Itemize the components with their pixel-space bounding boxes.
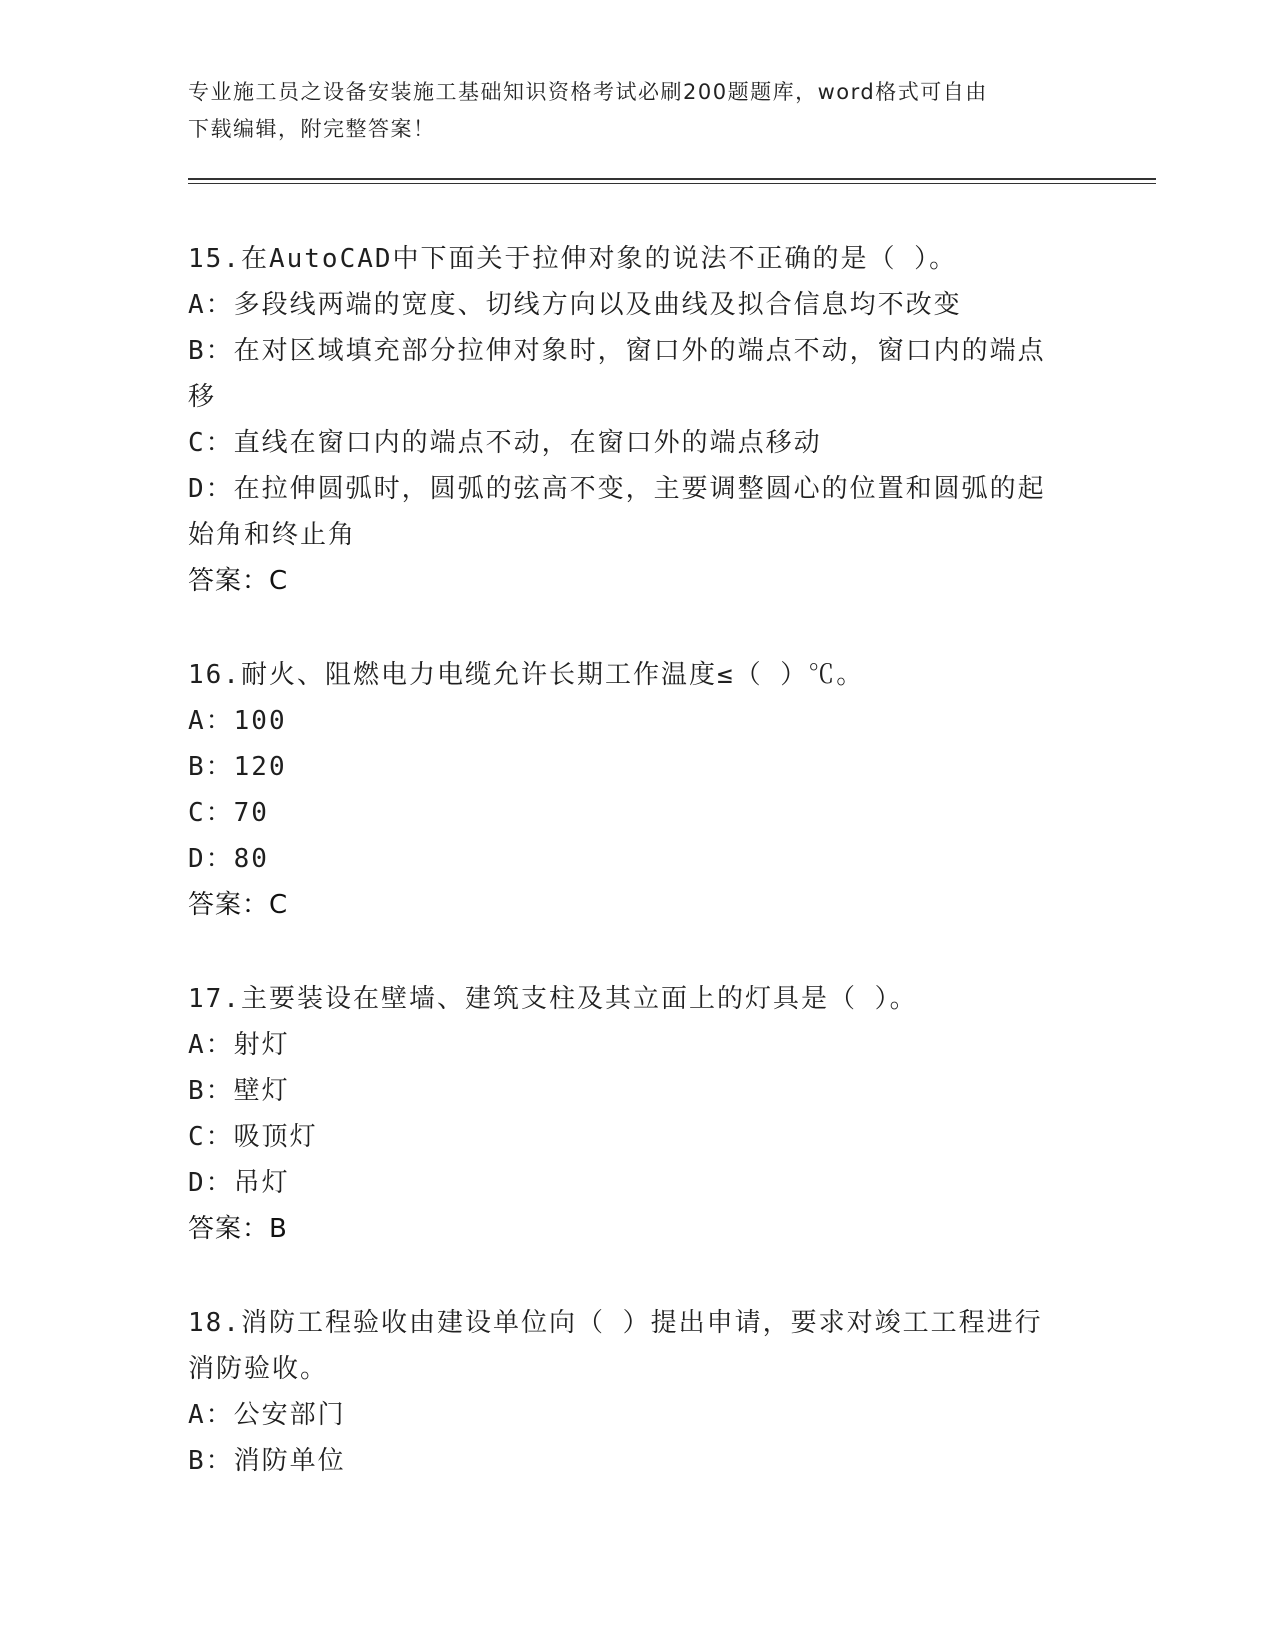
question-stem-line: 15.在AutoCAD中下面关于拉伸对象的说法不正确的是（ ）。 <box>188 244 958 274</box>
question-block <box>188 236 1088 604</box>
question-list <box>188 236 1088 1532</box>
question-stem-line: 18.消防工程验收由建设单位向（ ）提出申请，要求对竣工工程进行 <box>188 1308 1043 1338</box>
question-block <box>188 652 1088 928</box>
option-line: D：在拉伸圆弧时，圆弧的弦高不变，主要调整圆心的位置和圆弧的起 <box>188 474 1046 504</box>
answer-line: 答案：C <box>188 566 289 596</box>
question-block <box>188 976 1088 1252</box>
option-line: C：吸顶灯 <box>188 1122 318 1152</box>
header-divider-thick <box>188 178 1156 180</box>
header-title-line-2: 下载编辑，附完整答案！ <box>188 117 436 141</box>
question-stem-line: 16.耐火、阻燃电力电缆允许长期工作温度≤（ ）℃。 <box>188 660 865 690</box>
answer-line: 答案：B <box>188 1214 288 1244</box>
option-line: C：直线在窗口内的端点不动，在窗口外的端点移动 <box>188 428 822 458</box>
option-line: A：100 <box>188 706 287 736</box>
option-line: 始角和终止角 <box>188 520 357 550</box>
option-line: B：消防单位 <box>188 1446 346 1476</box>
document-header <box>188 74 1068 148</box>
option-line: 移 <box>188 382 217 412</box>
option-line: C：70 <box>188 798 269 828</box>
question-stem-line: 消防验收。 <box>188 1354 329 1384</box>
option-line: D：80 <box>188 844 269 874</box>
question-block <box>188 1300 1088 1484</box>
option-line: A：多段线两端的宽度、切线方向以及曲线及拟合信息均不改变 <box>188 290 962 320</box>
option-line: B：在对区域填充部分拉伸对象时，窗口外的端点不动，窗口内的端点 <box>188 336 1046 366</box>
header-divider-thin <box>188 183 1156 184</box>
option-line: B：120 <box>188 752 287 782</box>
option-line: A：公安部门 <box>188 1400 346 1430</box>
answer-line: 答案：C <box>188 890 289 920</box>
option-line: A：射灯 <box>188 1030 290 1060</box>
question-stem-line: 17.主要装设在壁墙、建筑支柱及其立面上的灯具是（ ）。 <box>188 984 918 1014</box>
header-title-line-1: 专业施工员之设备安装施工基础知识资格考试必刷200题题库，word格式可自由 <box>188 80 988 104</box>
option-line: D：吊灯 <box>188 1168 290 1198</box>
option-line: B：壁灯 <box>188 1076 290 1106</box>
